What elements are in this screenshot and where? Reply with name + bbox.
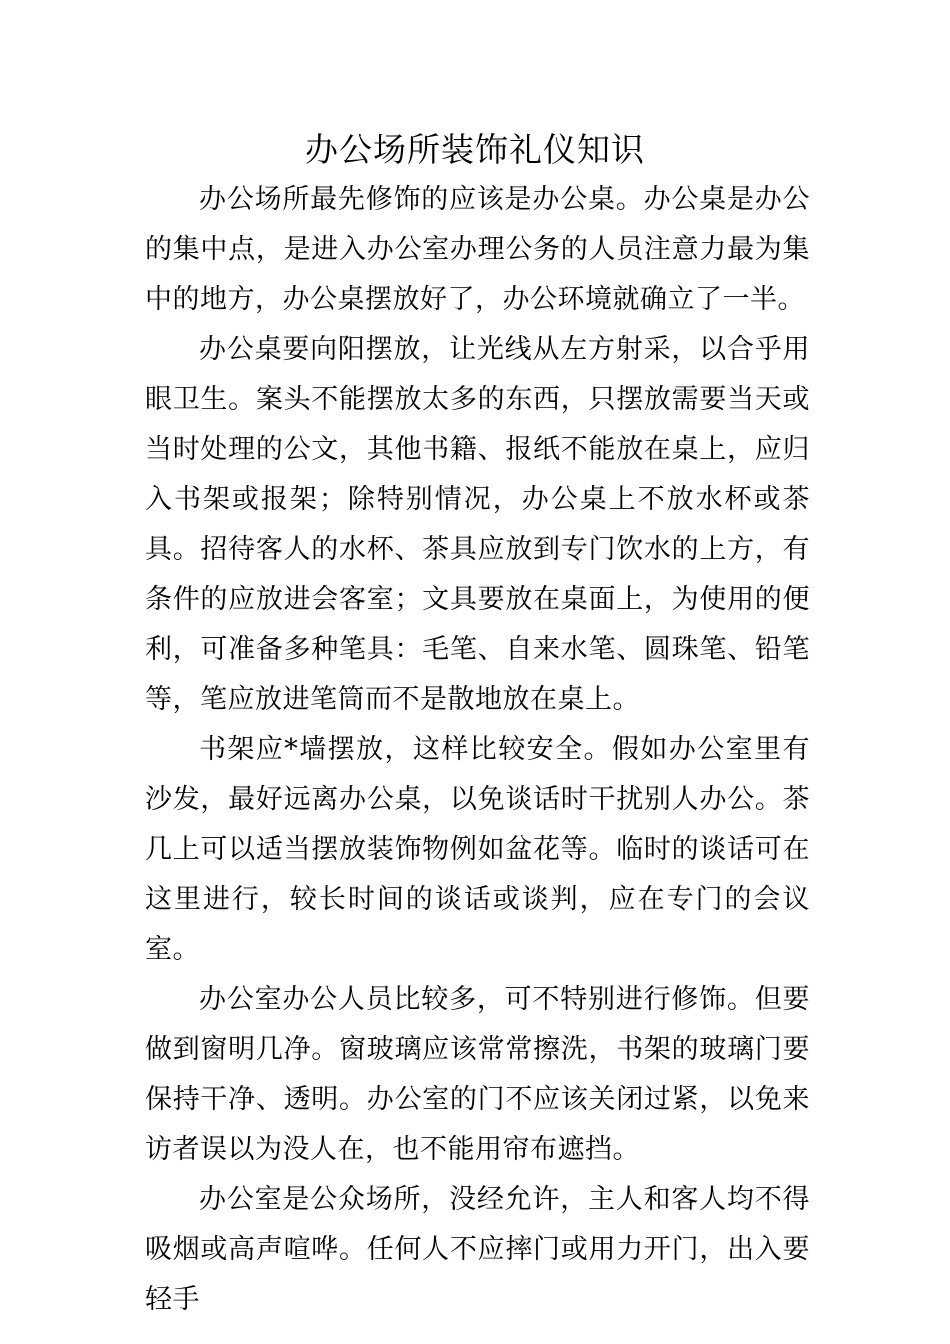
paragraph-2: 办公桌要向阳摆放，让光线从左方射采，以合乎用眼卫生。案头不能摆放太多的东西，只摆放需要当天或当时处理的公文，其他书籍、报纸不能放在桌上，应归入书架或报架；除特别情况，办公桌上不放水杯或茶具。招待客人的水杯、茶具应放到专门饮水的上方，有条件的应放进会客室；文具要放在桌面上，为使用的便利，可准备多种笔具：毛笔、自来水笔、圆珠笔、铅笔等，笔应放进笔筒而不是散地放在桌上。 xyxy=(145,334,810,715)
document-title: 办公场所装饰礼仪知识 xyxy=(305,130,645,169)
paragraph-1: 办公场所最先修饰的应该是办公桌。办公桌是办公的集中点，是进入办公室办理公务的人员注意力最为集中的地方，办公桌摆放好了，办公环境就确立了一半。 xyxy=(145,184,810,315)
paragraph-5: 办公室是公众场所，没经允许，主人和客人均不得吸烟或高声喧哗。任何人不应摔门或用力开门，出入要轻手 xyxy=(145,1184,810,1315)
document-body xyxy=(145,175,810,1325)
paragraph-4: 办公室办公人员比较多，可不特别进行修饰。但要做到窗明几净。窗玻璃应该常常擦洗，书架的玻璃门要保持干净、透明。办公室的门不应该关闭过紧，以免来访者误以为没人在，也不能用帘布遮挡。 xyxy=(145,984,810,1165)
paragraph-3: 书架应*墙摆放，这样比较安全。假如办公室里有沙发，最好远离办公桌，以免谈话时干扰别人办公。茶几上可以适当摆放装饰物例如盆花等。临时的谈话可在这里进行，较长时间的谈话或谈判，应在专门的会议室。 xyxy=(145,734,810,965)
